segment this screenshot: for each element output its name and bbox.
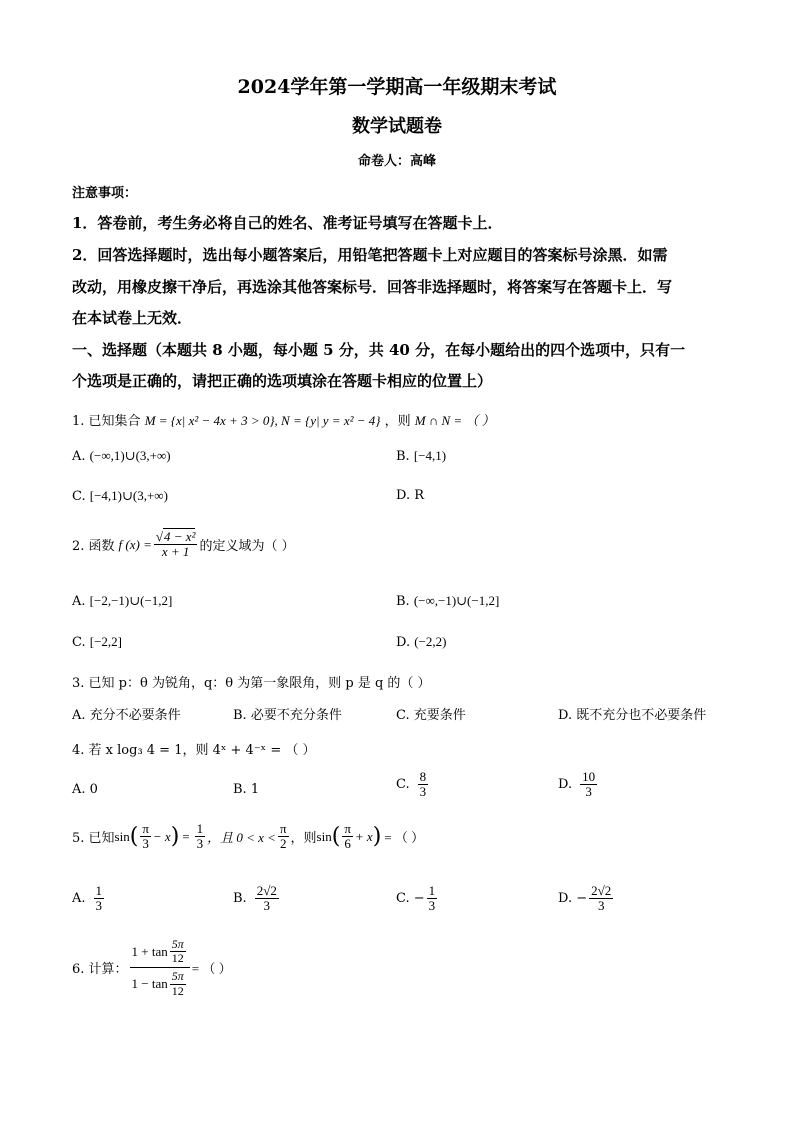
q5-b-opt-numerator: 2√2: [256, 883, 277, 898]
q1-option-b-label: B.: [396, 449, 410, 464]
q5-paren-open-2: (: [331, 824, 341, 850]
question-4: 4. 若 x log₃ 4 = 1，则 4ˣ + 4⁻ˣ = （ ）: [72, 743, 316, 758]
section-heading-line-1: 一、选择题（本题共 8 小题，每小题 5 分，共 40 分，在每小题给出的四个选项中，只有一: [72, 341, 686, 359]
q6-numerator: [130, 938, 190, 968]
q2-option-d-label: D.: [396, 635, 411, 650]
q1-option-a-label: A.: [72, 449, 86, 464]
note-item-2-line-2: 改动，用橡皮擦干净后，再选涂其他答案标号．回答非选择题时，将答案写在答题卡上．写: [72, 278, 673, 296]
q4-c-numerator: 8: [419, 769, 427, 784]
question-3: 3. 已知 p：θ 为锐角，q：θ 为第一象限角，则 p 是 q 的（ ）: [72, 676, 431, 691]
q5-sin-2: sin: [316, 828, 332, 844]
q4-option-d: [558, 770, 599, 800]
q5-fraction-c: [342, 822, 353, 852]
q5-fraction-a: [140, 822, 151, 852]
q5-c-opt-denominator: 3: [428, 898, 436, 914]
q2-function: f (x) =: [118, 536, 152, 552]
q2-prefix: 2. 函数: [72, 539, 115, 555]
q5-option-a: [72, 884, 106, 914]
q4-option-c: [396, 770, 430, 800]
q5-option-d-label: D. −: [558, 891, 588, 907]
q2-option-d: [396, 634, 446, 650]
q5-fraction-b: [278, 822, 289, 852]
q4-option-a: A. 0: [72, 782, 98, 797]
q2-suffix: 的定义域为（ ）: [199, 539, 295, 555]
q1-option-c-label: C.: [72, 489, 86, 504]
note-item-1: 1．答卷前，考生务必将自己的姓名、准考证号填写在答题卡上．: [72, 214, 503, 232]
q1-prefix: 1. 已知集合: [72, 414, 141, 429]
q6-bottom-fraction: [170, 970, 186, 997]
q2-option-a: [72, 593, 172, 609]
q5-option-d-fraction: [589, 884, 613, 914]
q5-c-tail: + x: [354, 828, 373, 844]
q2-option-b-label: B.: [396, 594, 410, 609]
q1-expression: M ∩ N = （ ）: [414, 413, 495, 428]
q4-option-d-fraction: [580, 770, 597, 800]
question-6: [72, 938, 232, 998]
q5-c-opt-numerator: 1: [428, 883, 436, 898]
q6-prefix: 6. 计算：: [72, 962, 128, 978]
q5-paren-close-1: ): [170, 824, 180, 850]
q2-option-c: [72, 634, 122, 650]
q6-end: = （ ）: [191, 961, 232, 977]
q1-suffix: ，则: [384, 414, 411, 429]
q4-option-c-label: C.: [396, 777, 410, 793]
q6-top-text: 1 + tan: [131, 943, 168, 959]
q4-c-denominator: 3: [419, 784, 427, 800]
exam-subtitle: 数学试题卷: [352, 116, 442, 137]
q1-option-c-value: [−4,1)∪(3,+∞): [89, 488, 168, 503]
q5-a-opt-denominator: 3: [95, 898, 103, 914]
q5-equals: =: [182, 828, 190, 844]
q1-option-b: [396, 448, 446, 464]
q5-a-denominator: 3: [142, 836, 149, 852]
q5-d-opt-numerator: 2√2: [591, 883, 612, 898]
exam-title: 2024学年第一学期高一年级期末考试: [237, 76, 557, 98]
q6-top-fraction: [170, 938, 186, 965]
q4-option-c-fraction: [418, 770, 429, 800]
note-item-2-line-3: 在本试卷上无效．: [72, 309, 193, 327]
q1-option-d: D. R: [396, 488, 425, 503]
notes-heading: 注意事项：: [72, 186, 138, 201]
q2-option-a-label: A.: [72, 594, 86, 609]
q3-option-a: A. 充分不必要条件: [72, 708, 181, 723]
q5-fraction-value: [195, 822, 206, 852]
q5-option-b-fraction: [255, 884, 279, 914]
q1-option-a: [72, 448, 171, 464]
section-heading-line-2: 个选项是正确的，请把正确的选项填涂在答题卡相应的位置上）: [72, 372, 493, 390]
q2-fraction: [154, 530, 198, 560]
q6-top-den: 12: [171, 951, 184, 966]
q5-option-a-fraction: [94, 884, 105, 914]
q6-bottom-den: 12: [171, 983, 184, 998]
q5-option-c-label: C. −: [396, 891, 425, 907]
q5-sin-1: sin: [114, 828, 130, 844]
q6-bottom-text: 1 − tan: [131, 975, 168, 991]
q3-option-c: C. 充要条件: [396, 708, 466, 723]
q5-c-denominator: 6: [344, 836, 351, 852]
question-2: [72, 530, 295, 560]
q5-paren-close-2: ): [372, 824, 382, 850]
q5-value-denominator: 3: [196, 836, 204, 852]
q5-end: = （ ）: [384, 830, 425, 846]
q5-b-opt-denominator: 3: [263, 898, 270, 914]
note-item-2-line-1: 2．回答选择题时，选出每小题答案后，用铅笔把答题卡上对应题目的答案标号涂黑．如需: [72, 246, 668, 264]
q6-top-num: 5π: [171, 937, 184, 951]
q5-b-denominator: 2: [279, 836, 287, 852]
q4-option-b: B. 1: [233, 782, 260, 797]
q5-option-c-fraction: [427, 884, 438, 914]
q5-option-b: [233, 884, 281, 914]
q2-numerator: √4 − x²: [155, 529, 196, 544]
q2-option-d-value: (−2,2): [414, 634, 447, 649]
q5-option-c: [396, 884, 439, 914]
q1-option-b-value: [−4,1): [413, 448, 447, 463]
q1-option-c: [72, 488, 168, 504]
q2-option-a-value: [−2,−1)∪(−1,2]: [89, 593, 173, 608]
q5-option-a-label: A.: [72, 891, 86, 907]
q5-c-numerator: π: [344, 821, 351, 836]
question-5: [72, 822, 424, 852]
q1-option-a-value: (−∞,1)∪(3,+∞): [89, 448, 171, 463]
q5-b-numerator: π: [279, 821, 287, 836]
q3-option-d: D. 既不充分也不必要条件: [558, 708, 707, 723]
q5-prefix: 5. 已知: [72, 831, 115, 847]
q5-middle-2: ，则: [290, 831, 317, 847]
exam-author: 命卷人：高峰: [357, 154, 436, 169]
q2-option-b: [396, 593, 499, 609]
q2-option-c-label: C.: [72, 635, 86, 650]
q5-value-numerator: 1: [196, 821, 204, 836]
q6-bottom-num: 5π: [171, 969, 184, 984]
q5-middle: ，且 0 < x <: [207, 830, 276, 846]
q2-option-b-value: (−∞,−1)∪(−1,2]: [413, 593, 500, 608]
q5-option-b-label: B.: [233, 891, 247, 907]
q5-option-d: [558, 884, 615, 914]
q6-main-fraction: [130, 938, 190, 998]
q5-paren-open-1: (: [129, 824, 139, 850]
q4-d-denominator: 3: [585, 784, 592, 800]
q2-option-c-value: [−2,2]: [89, 634, 123, 649]
q5-a-numerator: π: [142, 821, 149, 836]
q1-set-m: M = {x| x² − 4x + 3 > 0}: [144, 413, 275, 428]
q4-option-d-label: D.: [558, 777, 573, 793]
q6-denominator: [130, 968, 190, 997]
q5-d-opt-denominator: 3: [597, 898, 605, 914]
q5-a-opt-numerator: 1: [95, 883, 103, 898]
q4-d-numerator: 10: [582, 769, 596, 784]
q2-denominator: x + 1: [161, 544, 190, 560]
question-1: [72, 410, 495, 429]
q3-option-b: B. 必要不充分条件: [233, 708, 342, 723]
q1-set-n: , N = {y| y = x² − 4}: [274, 413, 381, 428]
q5-a-tail: − x: [152, 828, 171, 844]
